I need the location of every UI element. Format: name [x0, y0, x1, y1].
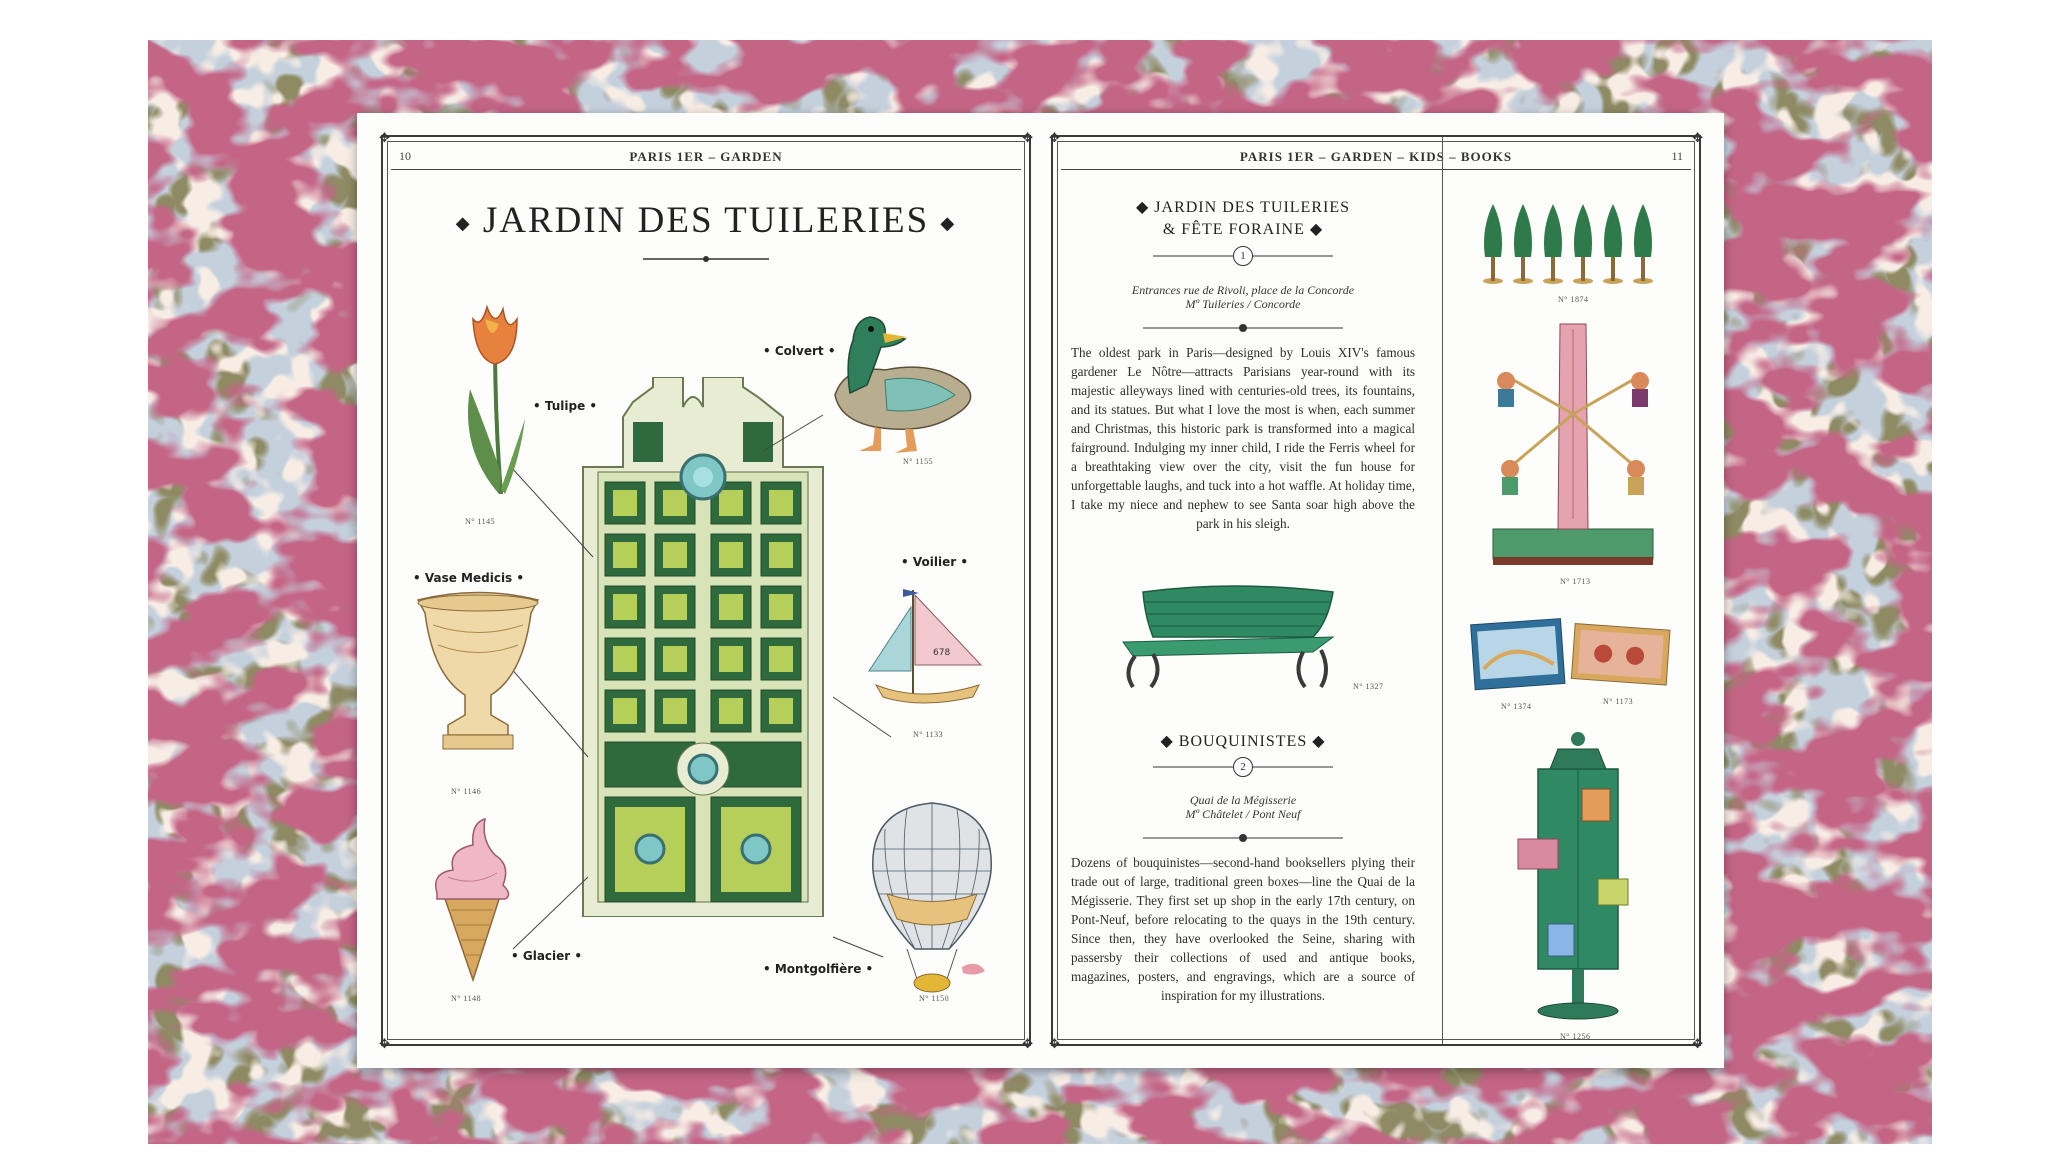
corner-ornament-icon: ✥ — [1022, 130, 1033, 145]
number-vase: N° 1146 — [451, 787, 482, 796]
book-spread — [357, 113, 1724, 1068]
corner-ornament-icon: ✥ — [1049, 1036, 1060, 1051]
corner-ornament-icon: ✥ — [379, 130, 390, 145]
number-colvert: N° 1155 — [903, 457, 934, 466]
park-bench-illustration — [1113, 582, 1353, 692]
book-kiosk-illustration — [1498, 729, 1668, 1029]
body-text-bouquinistes: Dozens of bouquinistes—second-hand booksellers plying their trade out of large, traditional green boxes—line the Quai de la Mégisserie. They first set up shop in the early 17th century, on Pont-Neuf, before relocating to the quays in the 19th century. Since then, they have overlooked the Seine, sharing with passersby their collections of used and antique books, magazines, posters, and engravings, which are a source of inspiration for my illustrations. — [1071, 855, 1415, 1003]
toy-trees-illustration — [1473, 199, 1673, 289]
corner-ornament-icon: ✥ — [1049, 130, 1060, 145]
number-glacier: N° 1148 — [451, 994, 482, 1003]
corner-ornament-icon: ✥ — [1022, 1036, 1033, 1051]
tulip-illustration — [455, 299, 535, 499]
label-glacier: • Glacier • — [511, 949, 583, 963]
address-bouquinistes: Quai de la Mégisserie Mº Châtelet / Pont Neuf — [1185, 793, 1301, 821]
page-title: ◆ JARDIN DES TUILERIES ◆ — [455, 200, 957, 241]
ornamental-rule-icon — [1143, 833, 1343, 843]
running-head-right: PARIS 1ER – GARDEN – KIDS – BOOKS — [1239, 149, 1513, 164]
number-montgolfiere: N° 1150 — [919, 994, 950, 1003]
label-montgolfiere: • Montgolfière • — [763, 962, 874, 976]
page-number-right: 11 — [1671, 149, 1683, 163]
fairground-ride-illustration — [1488, 319, 1658, 569]
title-ornament-right-icon: ◆ — [940, 213, 957, 234]
ice-cream-illustration — [423, 815, 523, 985]
number-kiosk: N° 1256 — [1560, 1032, 1591, 1041]
section-title-bouquinistes: ◆ BOUQUINISTES ◆ — [1160, 733, 1326, 750]
corner-ornament-icon: ✥ — [1692, 1036, 1703, 1051]
number-voilier: N° 1133 — [913, 730, 944, 739]
sailboat-illustration — [861, 585, 991, 715]
number-book2: N° 1173 — [1603, 697, 1634, 706]
label-vase-medicis: • Vase Medicis • — [413, 571, 525, 585]
label-colvert: • Colvert • — [763, 344, 836, 358]
header-rule — [1061, 169, 1691, 170]
picture-books-illustration — [1463, 617, 1678, 697]
label-voilier: • Voilier • — [901, 555, 968, 569]
corner-ornament-icon: ✥ — [379, 1036, 390, 1051]
number-book1: N° 1374 — [1501, 702, 1532, 711]
body-text-tuileries: The oldest park in Paris—designed by Louis XIV's famous gardener Le Nôtre—attracts Parisians year-round with its majestic alleyways lined with centuries-old trees, its fountains, and its statues. But what I love the most is when, each summer and Christmas, this historic park is transformed into a magical fairground. Indulging my inner child, I ride the Ferris wheel for a breathtaking view over the city, visit the fun house for unforgettable laughs, and tuck into a hot waffle. At holiday time, I take my niece and nephew to see Santa soar high above the park in his sleigh. — [1071, 345, 1415, 531]
running-head-left: PARIS 1ER – GARDEN — [629, 149, 783, 164]
ornamental-rule-icon — [1143, 323, 1343, 333]
right-page — [1049, 130, 1703, 1051]
page-number-left: 10 — [399, 149, 411, 163]
hot-air-balloon-illustration — [867, 799, 997, 999]
corner-ornament-icon: ✥ — [1692, 130, 1703, 145]
section-title-tuileries: ◆ JARDIN DES TUILERIES & FÊTE FORAINE ◆ — [1135, 199, 1350, 238]
vase-illustration — [413, 585, 543, 765]
number-tulipe: N° 1145 — [465, 517, 496, 526]
address-tuileries: Entrances rue de Rivoli, place de la Concorde Mº Tuileries / Concorde — [1131, 283, 1355, 311]
left-page — [379, 130, 1033, 1051]
title-ornament-left-icon: ◆ — [455, 213, 472, 234]
svg-text:678: 678 — [933, 648, 951, 658]
number-ride: N° 1713 — [1560, 577, 1591, 586]
number-trees: N° 1874 — [1558, 295, 1589, 304]
column-divider — [1442, 137, 1443, 1044]
label-tulipe: • Tulipe • — [533, 399, 598, 413]
number-bench: N° 1327 — [1353, 682, 1384, 691]
section-number-2: 2 — [1233, 757, 1253, 777]
duck-illustration — [815, 305, 985, 455]
section-number-1: 1 — [1233, 246, 1253, 266]
